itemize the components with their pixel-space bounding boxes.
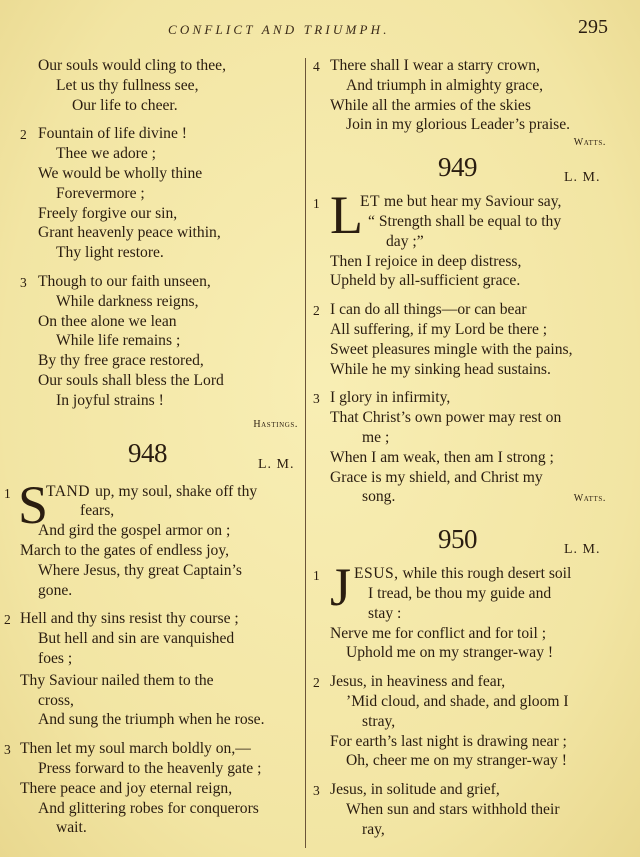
verse-line: While darkness reigns, (56, 292, 199, 310)
verse-line: Let us thy fullness see, (56, 76, 199, 94)
drop-cap: S (18, 474, 49, 535)
verse-line: While all the armies of the skies (330, 96, 531, 114)
verse-line: ’Mid cloud, and shade, and gloom I (346, 692, 569, 710)
verse-line: Freely forgive our sin, (38, 204, 178, 222)
verse-line: By thy free grace restored, (38, 352, 204, 370)
verse-line: Jesus, in heaviness and fear, (330, 673, 506, 691)
verse-line: Thy Saviour nailed them to the (20, 671, 214, 689)
verse-number: 2 (313, 675, 320, 691)
verse-number: 4 (313, 59, 320, 74)
verse-line: There peace and joy eternal reign, (20, 779, 233, 797)
hymn-number: 949 (438, 152, 477, 183)
verse-line: Sweet pleasures mingle with the pains, (330, 340, 573, 358)
verse-line: foes ; (38, 649, 73, 667)
hymn-948-stanza-3 (0, 739, 302, 838)
page-header (0, 14, 640, 44)
lead-word: ESUS, (354, 565, 399, 583)
verse-line: ray, (362, 820, 385, 838)
continued-stanza (0, 56, 302, 115)
meter: L. M. (564, 542, 601, 558)
verse-line: Upheld by all-sufficient grace. (330, 272, 521, 290)
right-column (310, 56, 610, 849)
hymn-949-stanza-2 (310, 300, 610, 379)
verse-line: Our life to cheer. (72, 96, 178, 114)
verse-line: wait. (56, 819, 87, 837)
verse-line: And glittering robes for conquerors (38, 799, 259, 817)
verse-line: Hell and thy sins resist thy course ; (20, 610, 239, 628)
verse-line-rest (90, 482, 300, 502)
meter: L. M. (258, 456, 295, 472)
stanza-2 (0, 124, 302, 263)
verse-line: In joyful strains ! (56, 391, 164, 409)
running-title: CONFLICT AND TRIUMPH. (168, 22, 390, 37)
verse-line: Jesus, in solitude and grief, (330, 781, 500, 799)
verse-line (310, 564, 610, 584)
verse-line: Our souls shall bless the Lord (38, 371, 224, 389)
verse-number: 3 (20, 274, 27, 290)
verse-line: me ; (362, 428, 390, 446)
verse-line: While life remains ; (56, 332, 181, 350)
verse-line: When I am weak, then am I strong ; (330, 448, 554, 466)
verse-line: And triumph in almighty grace, (346, 76, 544, 94)
author-attribution: Watts. (573, 493, 606, 505)
verse-line: When sun and stars withhold their (346, 800, 560, 818)
hymn-948-stanza-1 (0, 474, 302, 601)
verse-line: Grace is my shield, and Christ my (330, 468, 543, 486)
verse-line: stray, (362, 712, 396, 730)
verse-number: 3 (4, 742, 11, 758)
verse-number: 2 (4, 612, 11, 628)
verse-number: 2 (313, 303, 320, 319)
page-number: 295 (578, 16, 608, 38)
verse-line: Then let my soul march boldly on,— (20, 740, 251, 758)
verse-line: I can do all things—or can bear (330, 301, 527, 319)
verse-line: On thee alone we lean (38, 312, 177, 330)
verse-line: gone. (38, 581, 73, 599)
verse-number: 3 (313, 391, 320, 407)
verse-line: song. (362, 488, 396, 506)
verse-line: All suffering, if my Lord be there ; (330, 320, 548, 338)
verse-number: 2 (20, 127, 27, 143)
verse-line: day ;” (386, 232, 424, 250)
verse-line: While he my sinking head sustains. (330, 360, 551, 378)
lead-word: TAND (46, 482, 91, 500)
verse-line: Oh, cheer me on my stranger-way ! (346, 752, 567, 770)
verse-line: Press forward to the heavenly gate ; (38, 759, 262, 777)
verse-line: We would be wholly thine (38, 164, 203, 182)
verse-line: And sung the triumph when he rose. (38, 711, 265, 729)
verse-line: Nerve me for conflict and for toil ; (330, 624, 547, 642)
verse-line: Our souls would cling to thee, (38, 57, 226, 74)
verse-line: I tread, be thou my guide and (368, 584, 552, 602)
verse-line: But hell and sin are vanquished (38, 630, 235, 648)
stanza-3 (0, 272, 302, 411)
author-attribution: Hastings. (253, 418, 298, 430)
verse-line: Then I rejoice in deep distress, (330, 252, 522, 270)
verse-line: For earth’s last night is drawing near ; (330, 732, 567, 750)
verse-line: Though to our faith unseen, (38, 272, 211, 290)
verse-line: Grant heavenly peace within, (38, 224, 221, 242)
meter: L. M. (564, 170, 601, 186)
verse-line: That Christ’s own power may rest on (330, 409, 562, 427)
verse-line: Where Jesus, thy great Captain’s (38, 561, 242, 579)
verse-text: me but hear my Saviour say, (383, 193, 562, 211)
verse-number: 3 (313, 783, 320, 799)
verse-line: Join in my glorious Leader’s praise. (346, 116, 571, 134)
stanza-4 (310, 56, 610, 135)
verse-text: while this rough desert soil (402, 565, 572, 583)
verse-line: stay : (368, 604, 402, 622)
verse-line: Uphold me on my stranger-way ! (346, 644, 554, 662)
verse-line: fears, (80, 502, 115, 520)
drop-cap: J (330, 557, 352, 618)
verse-line: “ Strength shall be equal to thy (368, 212, 562, 230)
lead-word: ET (360, 193, 381, 211)
hymn-948-stanza-2 (0, 609, 302, 730)
hymn-949-stanza-3 (310, 388, 610, 507)
verse-number: 1 (313, 196, 320, 212)
verse-line: cross, (38, 691, 74, 709)
verse-line: Thee we adore ; (56, 145, 157, 163)
verse-text: up, my soul, shake off thy (95, 482, 258, 500)
verse-line: Thy light restore. (56, 244, 164, 262)
left-column (0, 56, 302, 847)
hymn-950-stanza-2 (310, 672, 610, 771)
hymn-950-stanza-3 (310, 780, 610, 839)
verse-line: I glory in infirmity, (330, 389, 451, 407)
drop-cap: L (330, 185, 363, 246)
verse-number: 1 (4, 485, 11, 501)
author-attribution: Watts. (573, 137, 606, 149)
verse-line: March to the gates of endless joy, (20, 541, 230, 559)
hymn-949-stanza-1 (310, 185, 610, 291)
hymn-number: 950 (438, 524, 477, 555)
hymn-950-stanza-1 (310, 557, 610, 663)
verse-number: 1 (313, 568, 320, 584)
verse-line: And gird the gospel armor on ; (38, 522, 231, 540)
verse-line: Fountain of life divine ! (38, 125, 187, 143)
hymn-number: 948 (128, 437, 167, 468)
verse-line: There shall I wear a starry crown, (330, 57, 540, 74)
verse-line: Forevermore ; (56, 184, 145, 202)
column-divider (305, 58, 306, 848)
